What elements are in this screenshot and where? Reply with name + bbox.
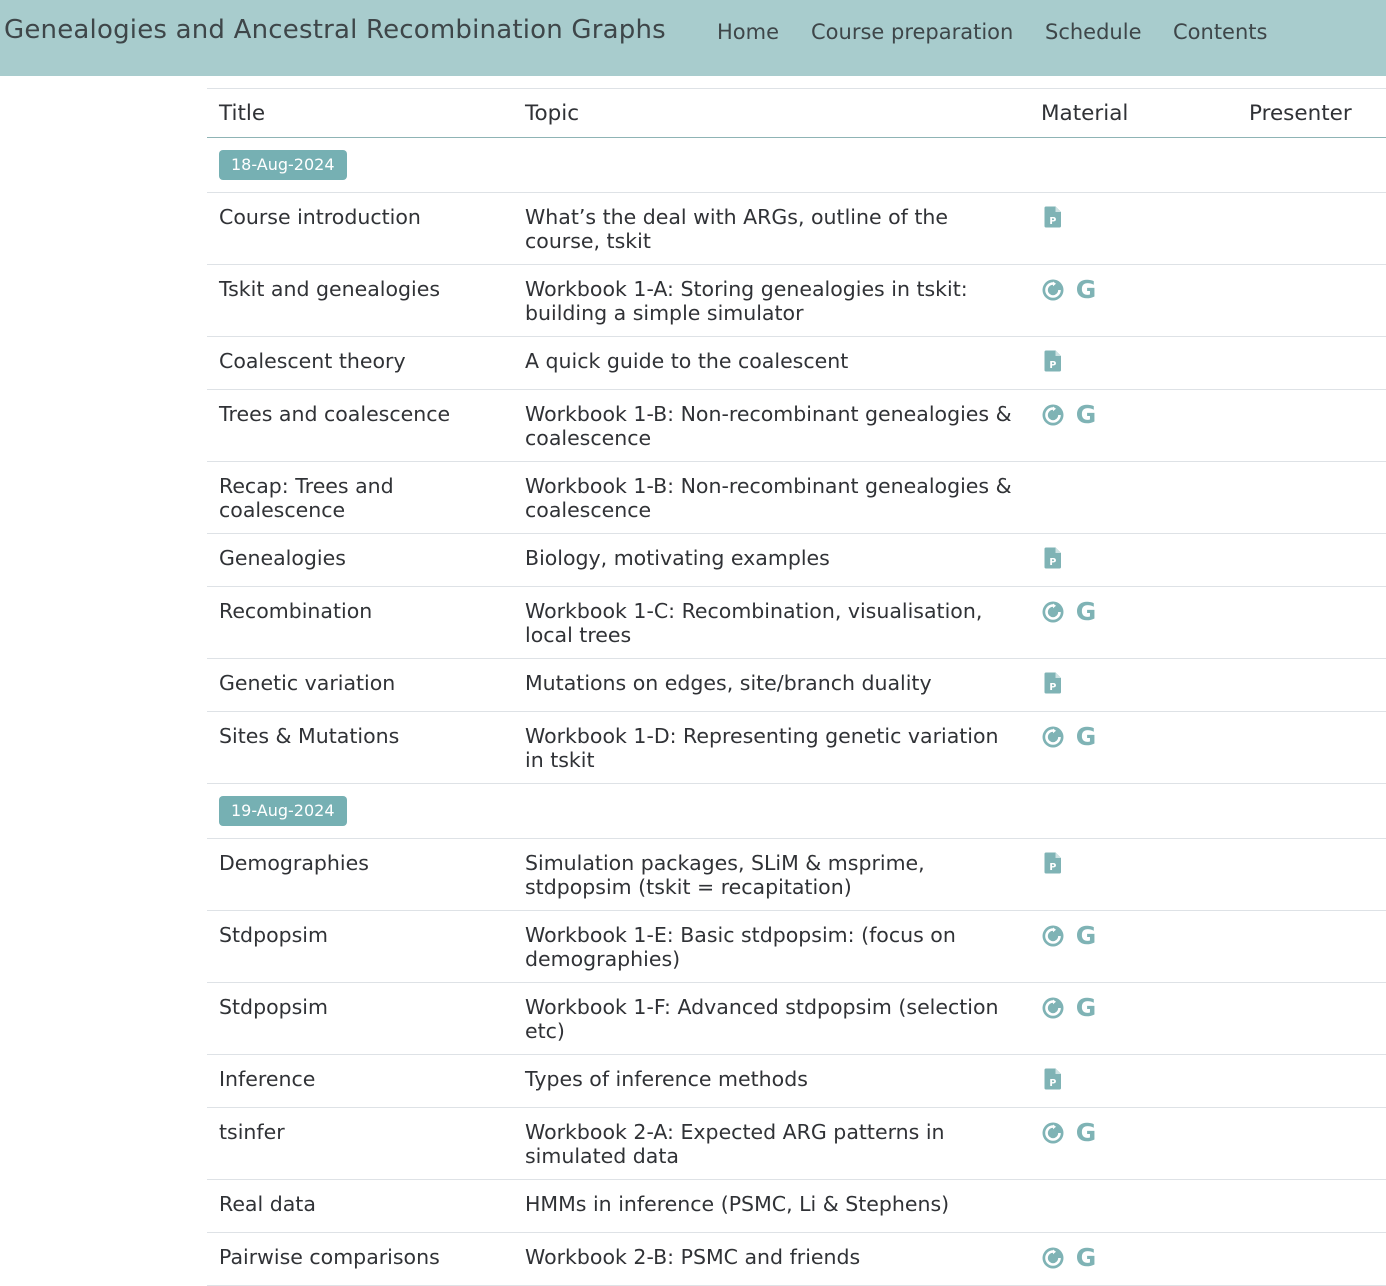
session-material <box>1029 983 1237 1055</box>
session-title: Real data <box>207 1180 513 1233</box>
table-row <box>207 265 1386 337</box>
material-links <box>1041 1067 1065 1091</box>
session-material <box>1029 337 1237 390</box>
site-title[interactable]: Genealogies and Ancestral Recombination Graphs <box>4 15 666 45</box>
table-body <box>207 138 1386 1286</box>
session-material <box>1029 839 1237 911</box>
table-row <box>207 1180 1386 1233</box>
session-material <box>1029 265 1237 337</box>
nav-schedule[interactable]: Schedule <box>1045 20 1142 44</box>
table-row <box>207 1108 1386 1180</box>
date-cell <box>207 784 1386 839</box>
material-links <box>1041 923 1099 947</box>
session-material <box>1029 712 1237 784</box>
session-topic: What’s the deal with ARGs, outline of the course, tskit <box>513 193 1029 265</box>
session-topic: Workbook 2-A: Expected ARG patterns in simulated data <box>513 1108 1029 1180</box>
svg-text:G: G <box>1075 1120 1097 1144</box>
nav-contents[interactable]: Contents <box>1173 20 1268 44</box>
session-title: tsinfer <box>207 1108 513 1180</box>
material-links <box>1041 724 1099 748</box>
session-title: Inference <box>207 1055 513 1108</box>
session-title: Recombination <box>207 587 513 659</box>
session-material <box>1029 1233 1237 1286</box>
jupyterlite-icon[interactable] <box>1041 277 1065 301</box>
session-title: Course introduction <box>207 193 513 265</box>
session-topic: Mutations on edges, site/branch duality <box>513 659 1029 712</box>
svg-text:G: G <box>1075 995 1097 1019</box>
jupyterlite-icon[interactable] <box>1041 995 1065 1019</box>
session-topic: A quick guide to the coalescent <box>513 337 1029 390</box>
jupyterlite-icon[interactable] <box>1041 599 1065 623</box>
svg-text:P: P <box>1049 862 1057 873</box>
session-presenter <box>1237 911 1386 983</box>
jupyterlite-icon[interactable] <box>1041 1245 1065 1269</box>
jupyterlite-icon[interactable] <box>1041 402 1065 426</box>
session-presenter <box>1237 1233 1386 1286</box>
session-title: Tskit and genealogies <box>207 265 513 337</box>
session-material <box>1029 1055 1237 1108</box>
session-topic: Workbook 1-E: Basic stdpopsim: (focus on demographies) <box>513 911 1029 983</box>
svg-text:P: P <box>1049 682 1057 693</box>
session-topic: Workbook 1-C: Recombination, visualisation, local trees <box>513 587 1029 659</box>
session-title: Genealogies <box>207 534 513 587</box>
session-material <box>1029 587 1237 659</box>
google-colab-icon[interactable] <box>1073 1120 1099 1144</box>
session-material <box>1029 534 1237 587</box>
table-row <box>207 534 1386 587</box>
session-material <box>1029 1108 1237 1180</box>
table-row <box>207 911 1386 983</box>
material-links <box>1041 599 1099 623</box>
material-links <box>1041 349 1065 373</box>
svg-text:G: G <box>1075 599 1097 623</box>
date-row <box>207 784 1386 839</box>
session-title: Trees and coalescence <box>207 390 513 462</box>
table-row <box>207 1055 1386 1108</box>
session-presenter <box>1237 390 1386 462</box>
material-links <box>1041 402 1099 426</box>
session-material <box>1029 911 1237 983</box>
session-presenter <box>1237 337 1386 390</box>
session-presenter <box>1237 659 1386 712</box>
session-topic: Simulation packages, SLiM & msprime, stdpopsim (tskit = recapitation) <box>513 839 1029 911</box>
table-row <box>207 839 1386 911</box>
jupyterlite-icon[interactable] <box>1041 724 1065 748</box>
nav-home[interactable]: Home <box>717 20 780 44</box>
session-presenter <box>1237 983 1386 1055</box>
session-presenter <box>1237 193 1386 265</box>
session-presenter <box>1237 534 1386 587</box>
table-row <box>207 390 1386 462</box>
session-title: Recap: Trees and coalescence <box>207 462 513 534</box>
material-links <box>1041 851 1065 875</box>
date-badge: 19-Aug-2024 <box>219 796 347 826</box>
material-links <box>1041 546 1065 570</box>
nav-course-preparation[interactable]: Course preparation <box>811 20 1014 44</box>
session-title: Demographies <box>207 839 513 911</box>
session-presenter <box>1237 587 1386 659</box>
table-row <box>207 1233 1386 1286</box>
slides-icon[interactable] <box>1041 1067 1065 1091</box>
material-links <box>1041 1120 1099 1144</box>
session-title: Sites & Mutations <box>207 712 513 784</box>
table-row <box>207 712 1386 784</box>
slides-icon[interactable] <box>1041 671 1065 695</box>
session-topic: Types of inference methods <box>513 1055 1029 1108</box>
session-presenter <box>1237 839 1386 911</box>
schedule-table <box>207 88 1386 1286</box>
session-topic: Workbook 1-F: Advanced stdpopsim (selection etc) <box>513 983 1029 1055</box>
material-links <box>1041 995 1099 1019</box>
google-colab-icon[interactable] <box>1073 995 1099 1019</box>
session-title: Stdpopsim <box>207 983 513 1055</box>
slides-icon[interactable] <box>1041 349 1065 373</box>
google-colab-icon[interactable] <box>1073 599 1099 623</box>
session-topic: HMMs in inference (PSMC, Li & Stephens) <box>513 1180 1029 1233</box>
session-material <box>1029 659 1237 712</box>
svg-text:G: G <box>1075 277 1097 301</box>
session-topic: Workbook 1-A: Storing genealogies in tskit: building a simple simulator <box>513 265 1029 337</box>
svg-text:G: G <box>1075 923 1097 947</box>
jupyterlite-icon[interactable] <box>1041 923 1065 947</box>
google-colab-icon[interactable] <box>1073 402 1099 426</box>
session-presenter <box>1237 265 1386 337</box>
session-topic: Workbook 1-D: Representing genetic variation in tskit <box>513 712 1029 784</box>
date-cell <box>207 138 1386 193</box>
table-row <box>207 983 1386 1055</box>
navbar <box>0 0 1386 76</box>
session-presenter <box>1237 462 1386 534</box>
google-colab-icon[interactable] <box>1073 277 1099 301</box>
slides-icon[interactable] <box>1041 546 1065 570</box>
session-topic: Workbook 1-B: Non-recombinant genealogies & coalescence <box>513 462 1029 534</box>
material-links <box>1041 205 1065 229</box>
session-title: Stdpopsim <box>207 911 513 983</box>
session-title: Genetic variation <box>207 659 513 712</box>
column-header-title: Title <box>207 89 513 138</box>
table-header <box>207 89 1386 138</box>
svg-text:P: P <box>1049 1078 1057 1089</box>
svg-text:G: G <box>1075 724 1097 748</box>
session-presenter <box>1237 712 1386 784</box>
table-row <box>207 659 1386 712</box>
session-topic: Biology, motivating examples <box>513 534 1029 587</box>
google-colab-icon[interactable] <box>1073 923 1099 947</box>
session-title: Pairwise comparisons <box>207 1233 513 1286</box>
session-material <box>1029 193 1237 265</box>
slides-icon[interactable] <box>1041 205 1065 229</box>
session-topic: Workbook 2-B: PSMC and friends <box>513 1233 1029 1286</box>
column-header-topic: Topic <box>513 89 1029 138</box>
session-presenter <box>1237 1180 1386 1233</box>
date-row <box>207 138 1386 193</box>
column-header-presenter: Presenter <box>1237 89 1386 138</box>
svg-text:P: P <box>1049 360 1057 371</box>
table-row <box>207 193 1386 265</box>
column-header-material: Material <box>1029 89 1237 138</box>
session-material <box>1029 462 1237 534</box>
session-presenter <box>1237 1055 1386 1108</box>
session-topic: Workbook 1-B: Non-recombinant genealogies & coalescence <box>513 390 1029 462</box>
material-links <box>1041 1245 1099 1269</box>
svg-text:P: P <box>1049 557 1057 568</box>
google-colab-icon[interactable] <box>1073 724 1099 748</box>
session-material <box>1029 1180 1237 1233</box>
svg-text:P: P <box>1049 216 1057 227</box>
date-badge: 18-Aug-2024 <box>219 150 347 180</box>
slides-icon[interactable] <box>1041 851 1065 875</box>
table-row <box>207 462 1386 534</box>
jupyterlite-icon[interactable] <box>1041 1120 1065 1144</box>
material-links <box>1041 671 1065 695</box>
material-links <box>1041 277 1099 301</box>
svg-text:G: G <box>1075 1245 1097 1269</box>
table-row <box>207 587 1386 659</box>
google-colab-icon[interactable] <box>1073 1245 1099 1269</box>
session-material <box>1029 390 1237 462</box>
svg-text:G: G <box>1075 402 1097 426</box>
session-presenter <box>1237 1108 1386 1180</box>
table-row <box>207 337 1386 390</box>
session-title: Coalescent theory <box>207 337 513 390</box>
